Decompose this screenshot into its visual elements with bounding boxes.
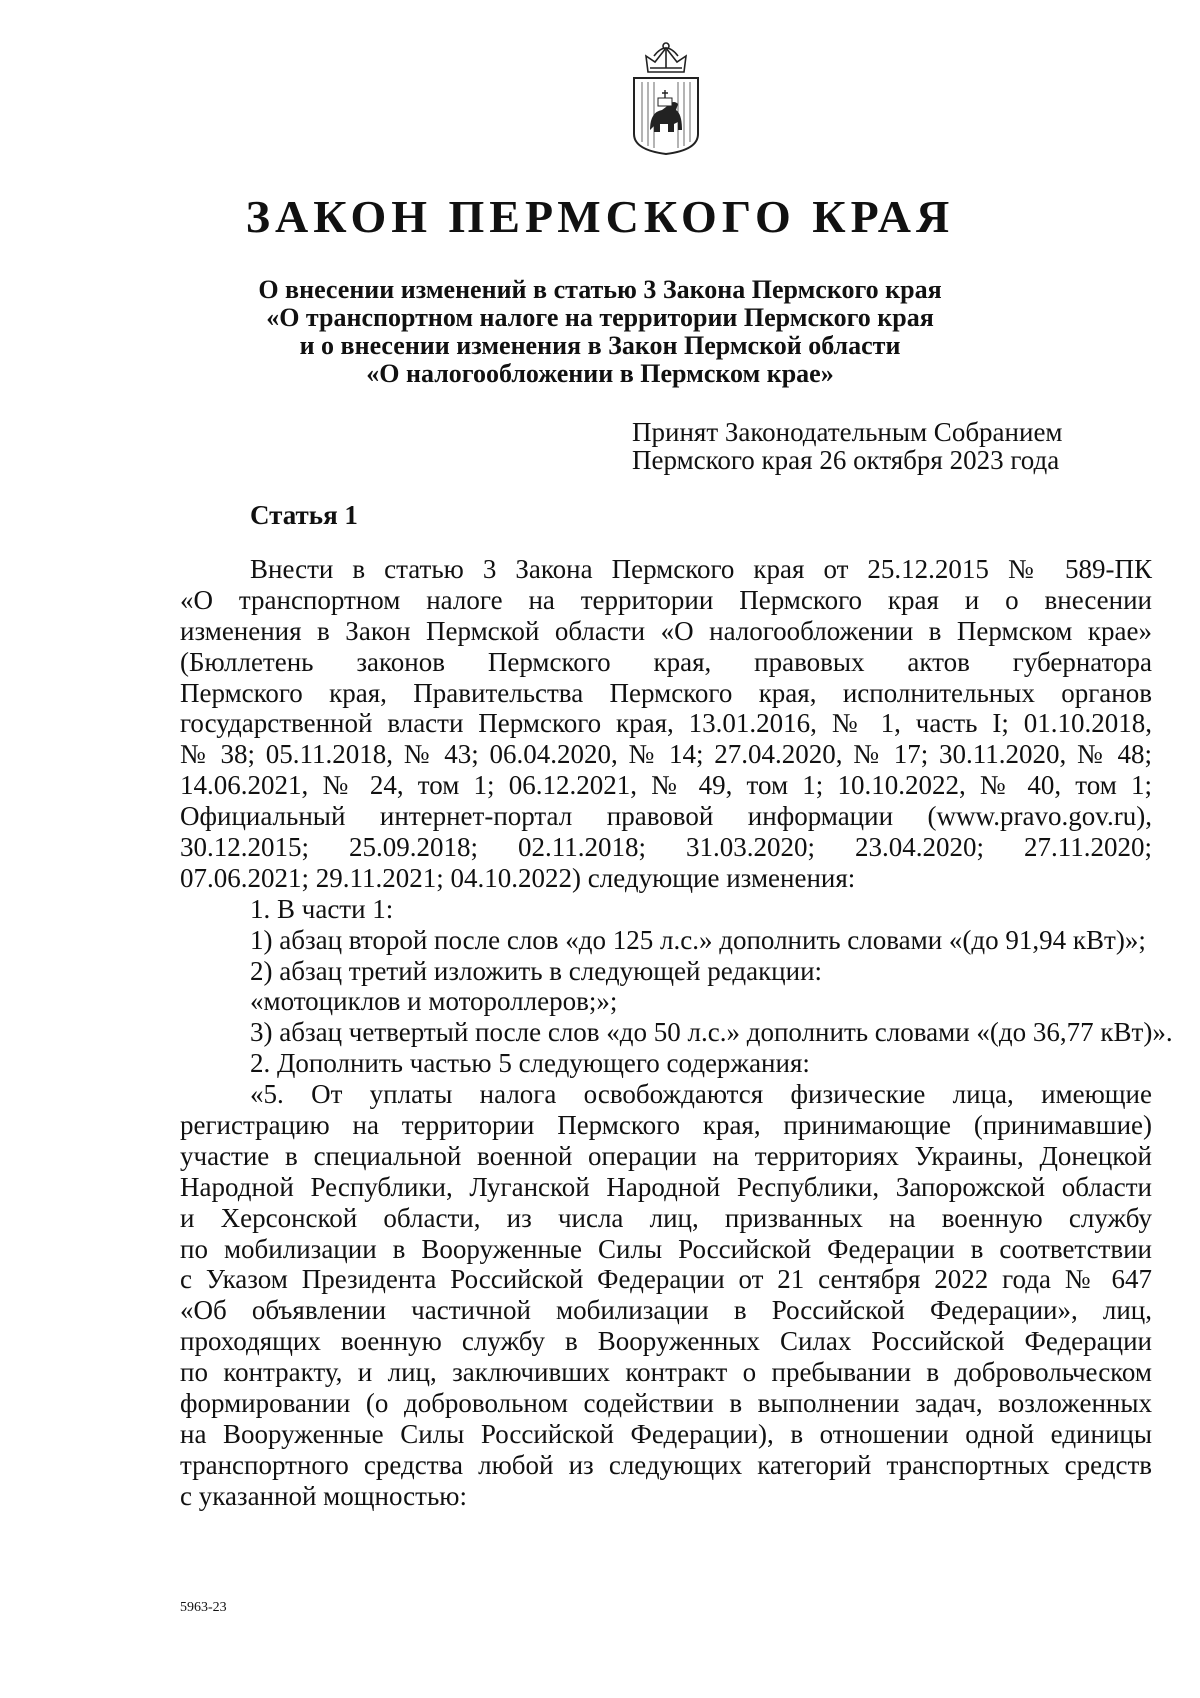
body-line: формировании (о добровольном содействии в выполнении задач, возложенных	[180, 1388, 1152, 1419]
body-line: Пермского края, Правительства Пермского края, исполнительных органов	[180, 677, 1152, 708]
body-line: Народной Республики, Луганской Народной Республики, Запорожской области	[180, 1171, 1152, 1202]
body-line: «О транспортном налоге на территории Пермского края и о внесении	[180, 584, 1152, 615]
body-line: на Вооруженные Силы Российской Федерации), в отношении одной единицы	[180, 1418, 1152, 1449]
body-line: по мобилизации в Вооруженные Силы Российской Федерации в соответствии	[180, 1233, 1152, 1264]
body-line: 2. Дополнить частью 5 следующего содержания:	[250, 1048, 810, 1079]
body-line: транспортного средства любой из следующих категорий транспортных средств	[180, 1449, 1152, 1480]
body-line: проходящих военную службу в Вооруженных Силах Российской Федерации	[180, 1326, 1152, 1357]
body-line: участие в специальной военной операции на территориях Украины, Донецкой	[180, 1140, 1152, 1171]
adoption-line: Принят Законодательным Собранием	[632, 417, 1063, 447]
body-line: 1) абзац второй после слов «до 125 л.с.» дополнить словами «(до 91,94 кВт)»;	[250, 924, 1146, 955]
body-line: «5. От уплаты налога освобождаются физические лица, имеющие	[250, 1079, 1152, 1110]
body-line: и Херсонской области, из числа лиц, призванных на военную службу	[180, 1202, 1152, 1233]
body-line: 07.06.2021; 29.11.2021; 04.10.2022) следующие изменения:	[180, 862, 856, 893]
body-line: (Бюллетень законов Пермского края, правовых актов губернатора	[180, 646, 1152, 677]
body-line: 2) абзац третий изложить в следующей редакции:	[250, 955, 823, 986]
law-title: ЗАКОН ПЕРМСКОГО КРАЯ	[245, 191, 955, 242]
body-line: «мотоциклов и мотороллеров;»;	[250, 986, 618, 1017]
subtitle-line: «О налогообложении в Пермском крае»	[366, 359, 834, 388]
body-line: с Указом Президента Российской Федерации от 21 сентября 2022 года № 647	[180, 1264, 1152, 1295]
body-line: Внести в статью 3 Закона Пермского края от 25.12.2015 № 589-ПК	[250, 554, 1152, 584]
body-line: «Об объявлении частичной мобилизации в Российской Федерации», лиц,	[180, 1295, 1152, 1326]
adoption-line: Пермского края 26 октября 2023 года	[632, 445, 1060, 475]
article-heading: Статья 1	[250, 500, 358, 530]
body-line: с указанной мощностью:	[180, 1480, 467, 1511]
body-line: 3) абзац четвертый после слов «до 50 л.с.» дополнить словами «(до 36,77 кВт)».	[250, 1017, 1173, 1048]
subtitle-line: «О транспортном налоге на территории Пермского края	[266, 303, 934, 332]
law-subtitle	[180, 276, 1020, 388]
body-line: государственной власти Пермского края, 13.01.2016, № 1, часть I; 01.10.2018,	[180, 708, 1152, 739]
body-line: 14.06.2021, № 24, том 1; 06.12.2021, № 49, том 1; 10.10.2022, № 40, том 1;	[180, 770, 1152, 801]
document-code: 5963-23	[180, 1600, 227, 1615]
body-line: изменения в Закон Пермской области «О налогообложении в Пермском крае»	[180, 615, 1152, 646]
body-line: 30.12.2015; 25.09.2018; 02.11.2018; 31.03.2020; 23.04.2020; 27.11.2020;	[180, 832, 1152, 863]
coat-of-arms-icon	[628, 38, 704, 156]
adoption-note	[632, 418, 1063, 474]
subtitle-line: О внесении изменений в статью 3 Закона Пермского края	[258, 275, 942, 304]
body-line: по контракту, и лиц, заключивших контракт о пребывании в добровольческом	[180, 1357, 1152, 1388]
body-line: № 38; 05.11.2018, № 43; 06.04.2020, № 14; 27.04.2020, № 17; 30.11.2020, № 48;	[180, 739, 1152, 770]
article-body	[180, 554, 1173, 1512]
body-line: регистрацию на территории Пермского края, принимающие (принимавшие)	[180, 1110, 1152, 1141]
body-line: Официальный интернет-портал правовой информации (www.pravo.gov.ru),	[180, 801, 1152, 832]
subtitle-line: и о внесении изменения в Закон Пермской области	[299, 331, 901, 360]
body-line: 1. В части 1:	[250, 893, 394, 924]
